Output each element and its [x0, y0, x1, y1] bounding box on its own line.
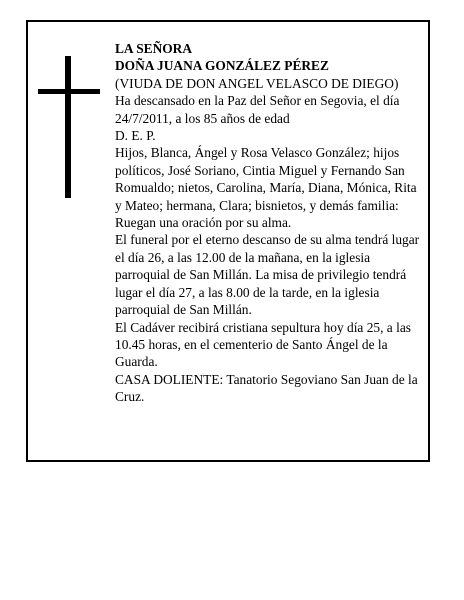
widow-line: (VIUDA DE DON ANGEL VELASCO DE DIEGO) — [115, 75, 399, 91]
cross-icon — [38, 56, 100, 198]
obituary-text — [115, 40, 421, 406]
family-list: Hijos, Blanca, Ángel y Rosa Velasco González; hijos políticos, José Soriano, Cintia Miguel y Fernando San Romualdo; nietos, Carolina, María, Diana, Mónica, Rita y Mateo; hermana, Clara; bisnietos, y demás familia: — [115, 145, 417, 213]
prayer-line: Ruegan una oración por su alma. — [115, 215, 292, 231]
cross-vertical-bar — [65, 56, 71, 198]
notice-title: LA SEÑORA — [115, 41, 193, 56]
burial-info: El Cadáver recibirá cristiana sepultura hoy día 25, a las 10.45 horas, en el cementerio de Santo Ángel de la Guarda. — [115, 319, 411, 370]
funeral-info: El funeral por el eterno descanso de su alma tendrá lugar el día 26, a las 12.00 de la mañana, en la iglesia parroquial de San Millán. La misa de privilegio tendrá lugar el día 27, a las 8.00 de la tarde, en la iglesia parroquial de San Millán. — [115, 232, 420, 318]
death-info: Ha descansado en la Paz del Señor en Segovia, el día 24/7/2011, a los 85 años de edad — [115, 93, 400, 126]
obituary-notice — [26, 20, 430, 462]
dep-line: D. E. P. — [115, 128, 156, 144]
cross-horizontal-bar — [38, 89, 100, 94]
deceased-name: DOÑA JUANA GONZÁLEZ PÉREZ — [115, 58, 329, 74]
mourning-house: CASA DOLIENTE: Tanatorio Segoviano San Juan de la Cruz. — [115, 371, 418, 405]
